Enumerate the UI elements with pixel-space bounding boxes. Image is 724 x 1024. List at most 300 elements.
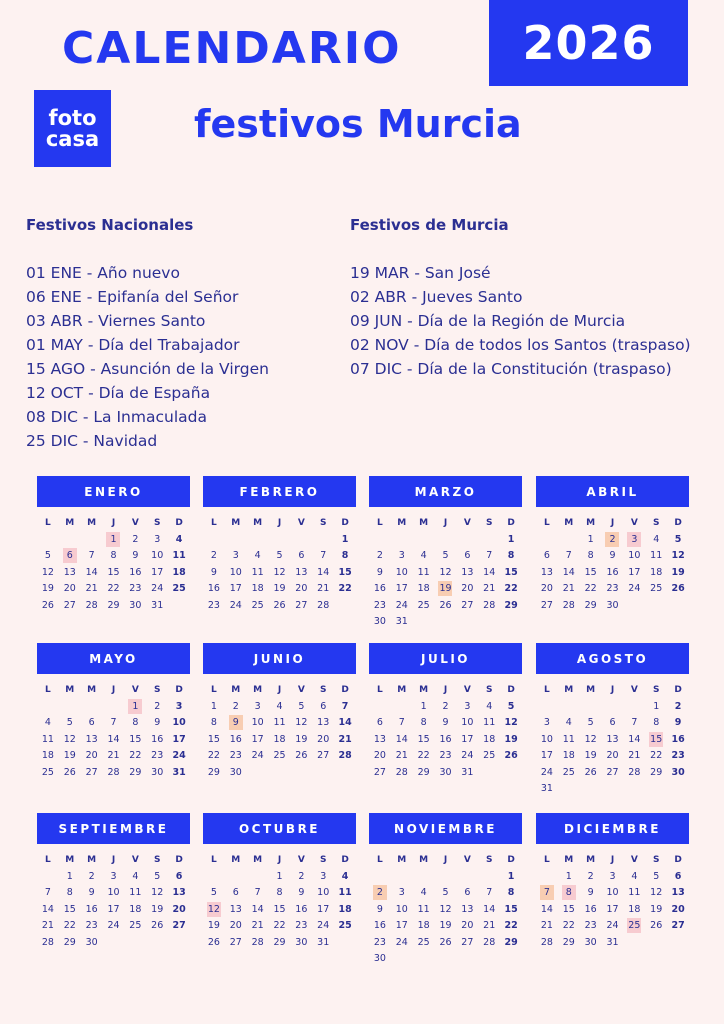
day: 6: [232, 887, 239, 898]
weekday-header: L: [544, 685, 550, 695]
month-days: [536, 682, 689, 798]
day: 4: [254, 550, 261, 561]
weekday-header: V: [131, 855, 139, 865]
empty-day: [558, 532, 580, 549]
day: 17: [461, 733, 474, 745]
day: 20: [85, 750, 98, 761]
weekday-header: M: [586, 685, 596, 695]
month-name: ENERO: [37, 476, 190, 507]
empty-day: [37, 699, 59, 716]
month-days: [37, 852, 190, 951]
day: 8: [210, 717, 217, 728]
weekday-header: J: [111, 685, 116, 695]
day: 24: [461, 750, 474, 761]
month-days: [536, 852, 689, 951]
day: 16: [373, 583, 386, 594]
weekday-header: M: [397, 518, 407, 528]
day: 26: [650, 920, 663, 931]
weekday-header: J: [111, 518, 116, 528]
day: 16: [584, 903, 597, 915]
day: 31: [461, 766, 474, 778]
holiday-item: 01 MAY - Día del Trabajador: [26, 336, 240, 354]
day: 25: [129, 920, 142, 931]
empty-day: [312, 532, 334, 549]
day: 17: [151, 566, 164, 578]
day: 3: [175, 700, 183, 712]
day: 24: [317, 920, 330, 931]
day: 17: [317, 903, 330, 915]
day: 27: [540, 599, 553, 611]
day: 12: [63, 733, 76, 745]
weekday-header: S: [485, 855, 493, 865]
day: 2: [442, 700, 449, 712]
month-febrero: [203, 476, 356, 614]
day: 22: [338, 583, 352, 594]
holiday-day: 1: [103, 532, 125, 549]
weekday-header: V: [630, 855, 638, 865]
day: 21: [562, 583, 575, 594]
day: 17: [606, 903, 619, 915]
logo-line-1: foto: [48, 105, 97, 130]
day: 15: [562, 903, 575, 915]
day: 2: [232, 700, 239, 712]
day: 25: [417, 936, 430, 948]
empty-day: [59, 532, 81, 549]
weekday-header: L: [211, 855, 217, 865]
month-name: MARZO: [369, 476, 522, 507]
weekday-header: S: [319, 685, 327, 695]
day: 20: [671, 903, 685, 915]
day: 25: [483, 750, 496, 761]
day: 29: [107, 599, 120, 611]
day: 27: [373, 766, 386, 778]
day: 1: [565, 870, 572, 882]
day: 2: [154, 700, 161, 712]
day: 22: [63, 920, 76, 931]
holiday-day: 9: [225, 715, 247, 732]
weekday-header: J: [111, 855, 116, 865]
day: 28: [107, 766, 120, 778]
weekday-header: L: [211, 685, 217, 695]
empty-day: [369, 869, 391, 886]
month-name: JUNIO: [203, 643, 356, 674]
month-diciembre: [536, 813, 689, 951]
day: 14: [540, 903, 553, 915]
day: 20: [295, 583, 308, 594]
day: 17: [229, 583, 242, 594]
day: 10: [317, 887, 330, 898]
day: 6: [175, 870, 183, 882]
day: 5: [210, 887, 217, 898]
weekday-header: M: [397, 685, 407, 695]
day: 12: [504, 717, 518, 728]
month-agosto: [536, 643, 689, 798]
day: 26: [41, 599, 54, 611]
weekday-header: M: [87, 855, 97, 865]
weekday-header: M: [397, 855, 407, 865]
day: 8: [132, 717, 139, 728]
day: 19: [207, 920, 220, 931]
day: 30: [373, 953, 386, 964]
day: 29: [273, 936, 286, 948]
day: 21: [338, 733, 352, 745]
day: 27: [461, 599, 474, 611]
day: 15: [338, 566, 352, 578]
day: 21: [483, 583, 496, 594]
day: 15: [207, 733, 220, 745]
empty-day: [536, 699, 558, 716]
day: 27: [63, 599, 76, 611]
holiday-item: 19 MAR - San José: [350, 264, 491, 282]
day: 20: [317, 733, 330, 745]
day: 3: [154, 533, 161, 545]
day: 26: [504, 750, 518, 761]
weekday-header: M: [231, 855, 241, 865]
month-days: [203, 682, 356, 781]
day: 7: [320, 550, 327, 561]
day: 23: [373, 936, 386, 948]
day: 24: [606, 920, 619, 931]
weekday-header: D: [507, 855, 515, 865]
day: 14: [562, 566, 575, 578]
month-marzo: [369, 476, 522, 631]
day: 15: [63, 903, 76, 915]
holiday-item: 02 NOV - Día de todos los Santos (traspaso): [350, 336, 691, 354]
month-days: [369, 682, 522, 781]
day: 8: [66, 887, 73, 898]
day: 9: [298, 887, 305, 898]
regional-holidays-list: [350, 261, 691, 381]
day: 2: [210, 550, 217, 561]
day: 17: [395, 583, 408, 594]
day: 11: [251, 566, 264, 578]
weekday-header: S: [652, 855, 660, 865]
day: 11: [172, 550, 186, 561]
day: 14: [41, 903, 54, 915]
day: 17: [628, 566, 641, 578]
day: 28: [540, 936, 553, 948]
weekday-header: M: [419, 685, 429, 695]
weekday-header: L: [544, 518, 550, 528]
day: 23: [129, 583, 142, 594]
day: 16: [85, 903, 98, 915]
day: 16: [439, 733, 452, 745]
day: 19: [584, 750, 597, 761]
day: 14: [395, 733, 408, 745]
fotocasa-logo: [34, 90, 111, 167]
day: 9: [442, 717, 449, 728]
day: 23: [671, 750, 685, 761]
day: 9: [587, 887, 594, 898]
day: 10: [461, 717, 474, 728]
day: 30: [606, 599, 619, 611]
empty-day: [435, 869, 457, 886]
holiday-item: 02 ABR - Jueves Santo: [350, 288, 523, 306]
empty-day: [290, 532, 312, 549]
day: 22: [207, 750, 220, 761]
day: 5: [674, 533, 682, 545]
day: 24: [229, 599, 242, 611]
day: 25: [417, 599, 430, 611]
day: 15: [273, 903, 286, 915]
weekday-header: M: [231, 518, 241, 528]
weekday-header: S: [153, 685, 161, 695]
weekday-header: V: [630, 685, 638, 695]
day: 29: [584, 599, 597, 611]
weekday-header: M: [65, 855, 75, 865]
day: 1: [653, 700, 660, 712]
day: 18: [129, 903, 142, 915]
empty-day: [203, 869, 225, 886]
day: 26: [671, 583, 685, 594]
month-days: [37, 515, 190, 614]
empty-day: [203, 532, 225, 549]
day: 19: [295, 733, 308, 745]
day: 6: [320, 700, 327, 712]
day: 13: [606, 733, 619, 745]
holiday-item: 15 AGO - Asunción de la Virgen: [26, 360, 269, 378]
day: 14: [317, 566, 330, 578]
day: 22: [504, 920, 518, 931]
day: 21: [483, 920, 496, 931]
day: 30: [85, 936, 98, 948]
day: 10: [107, 887, 120, 898]
day: 29: [504, 936, 518, 948]
empty-day: [369, 532, 391, 549]
day: 6: [376, 717, 383, 728]
month-days: [203, 515, 356, 614]
empty-day: [558, 699, 580, 716]
day: 12: [273, 566, 286, 578]
weekday-header: S: [153, 518, 161, 528]
holiday-day: 12: [207, 903, 220, 915]
day: 1: [341, 533, 349, 545]
day: 27: [172, 920, 186, 931]
month-days: [369, 852, 522, 968]
day: 2: [88, 870, 95, 882]
holiday-day: 3: [623, 532, 645, 549]
day: 1: [507, 533, 515, 545]
empty-day: [391, 699, 413, 716]
day: 29: [207, 766, 220, 778]
day: 4: [341, 870, 349, 882]
day: 25: [172, 583, 186, 594]
weekday-header: M: [564, 855, 574, 865]
weekday-header: J: [443, 855, 448, 865]
day: 28: [562, 599, 575, 611]
month-name: NOVIEMBRE: [369, 813, 522, 844]
day: 16: [129, 566, 142, 578]
day: 5: [44, 550, 51, 561]
day: 7: [486, 887, 493, 898]
day: 21: [628, 750, 641, 761]
day: 3: [232, 550, 239, 561]
day: 1: [420, 700, 427, 712]
day: 5: [442, 887, 449, 898]
day: 11: [417, 903, 430, 915]
day: 26: [439, 599, 452, 611]
day: 14: [483, 566, 496, 578]
day: 9: [376, 903, 383, 915]
day: 25: [251, 599, 264, 611]
weekday-header: V: [297, 855, 305, 865]
day: 1: [66, 870, 73, 882]
day: 23: [85, 920, 98, 931]
empty-day: [225, 869, 247, 886]
empty-day: [81, 699, 103, 716]
day: 5: [653, 870, 660, 882]
day: 24: [251, 750, 264, 761]
weekday-header: J: [443, 518, 448, 528]
day: 19: [63, 750, 76, 761]
weekday-header: S: [485, 518, 493, 528]
day: 29: [417, 766, 430, 778]
day: 30: [229, 766, 242, 778]
day: 22: [562, 920, 575, 931]
weekday-header: D: [175, 855, 183, 865]
day: 13: [461, 903, 474, 915]
day: 7: [88, 550, 95, 561]
empty-day: [225, 532, 247, 549]
day: 26: [273, 599, 286, 611]
day: 30: [671, 766, 685, 778]
day: 8: [507, 550, 515, 561]
day: 9: [674, 717, 682, 728]
day: 30: [373, 616, 386, 627]
day: 23: [295, 920, 308, 931]
day: 28: [338, 750, 352, 761]
day: 14: [107, 733, 120, 745]
day: 24: [151, 583, 164, 594]
day: 25: [273, 750, 286, 761]
day: 18: [628, 903, 641, 915]
day: 16: [373, 920, 386, 931]
holiday-item: 03 ABR - Viernes Santo: [26, 312, 206, 330]
day: 2: [674, 700, 682, 712]
day: 16: [606, 566, 619, 578]
empty-day: [602, 699, 624, 716]
page-subtitle: festivos Murcia: [194, 102, 522, 146]
day: 11: [628, 887, 641, 898]
month-mayo: [37, 643, 190, 781]
day: 28: [317, 599, 330, 611]
day: 17: [251, 733, 264, 745]
weekday-header: V: [297, 685, 305, 695]
day: 3: [609, 870, 616, 882]
day: 10: [395, 903, 408, 915]
day: 30: [584, 936, 597, 948]
weekday-header: M: [586, 855, 596, 865]
holiday-day: 8: [558, 885, 580, 902]
day: 20: [461, 583, 474, 594]
weekday-header: J: [610, 518, 615, 528]
day: 29: [562, 936, 575, 948]
day: 21: [395, 750, 408, 761]
weekday-header: V: [463, 855, 471, 865]
day: 6: [298, 550, 305, 561]
day: 15: [417, 733, 430, 745]
day: 19: [439, 920, 452, 931]
day: 23: [439, 750, 452, 761]
empty-day: [413, 532, 435, 549]
day: 18: [41, 750, 54, 761]
day: 17: [395, 920, 408, 931]
day: 27: [606, 766, 619, 778]
day: 15: [584, 566, 597, 578]
day: 5: [276, 550, 283, 561]
day: 1: [210, 700, 217, 712]
regional-holidays-title: Festivos de Murcia: [350, 216, 509, 234]
month-name: OCTUBRE: [203, 813, 356, 844]
empty-day: [81, 532, 103, 549]
day: 19: [650, 903, 663, 915]
day: 7: [341, 700, 349, 712]
empty-day: [369, 699, 391, 716]
day: 21: [85, 583, 98, 594]
day: 13: [172, 887, 186, 898]
day: 21: [317, 583, 330, 594]
empty-day: [247, 869, 269, 886]
empty-day: [536, 532, 558, 549]
empty-day: [435, 532, 457, 549]
weekday-header: V: [131, 518, 139, 528]
weekday-header: V: [463, 685, 471, 695]
day: 31: [172, 766, 186, 778]
weekday-header: J: [277, 685, 282, 695]
day: 31: [540, 783, 553, 794]
day: 23: [151, 750, 164, 761]
day: 17: [540, 750, 553, 761]
day: 25: [650, 583, 663, 594]
day: 4: [486, 700, 493, 712]
day: 9: [154, 717, 161, 728]
weekday-header: L: [377, 518, 383, 528]
weekday-header: L: [211, 518, 217, 528]
day: 7: [565, 550, 572, 561]
weekday-header: L: [377, 685, 383, 695]
month-enero: [37, 476, 190, 614]
weekday-header: D: [674, 518, 682, 528]
holiday-day: 15: [650, 733, 663, 745]
day: 20: [373, 750, 386, 761]
day: 20: [606, 750, 619, 761]
day: 25: [41, 766, 54, 778]
day: 28: [483, 936, 496, 948]
day: 14: [338, 717, 352, 728]
day: 31: [317, 936, 330, 948]
day: 6: [609, 717, 616, 728]
day: 20: [540, 583, 553, 594]
weekday-header: V: [131, 685, 139, 695]
weekday-header: D: [341, 855, 349, 865]
day: 8: [110, 550, 117, 561]
day: 4: [631, 870, 638, 882]
day: 23: [207, 599, 220, 611]
day: 22: [504, 583, 518, 594]
day: 12: [584, 733, 597, 745]
day: 28: [251, 936, 264, 948]
holiday-day: 25: [628, 920, 641, 931]
day: 5: [66, 717, 73, 728]
day: 18: [172, 566, 186, 578]
day: 14: [85, 566, 98, 578]
weekday-header: J: [610, 855, 615, 865]
holiday-item: 06 ENE - Epifanía del Señor: [26, 288, 239, 306]
day: 28: [41, 936, 54, 948]
holiday-day: 1: [124, 699, 146, 716]
day: 11: [650, 550, 663, 561]
weekday-header: M: [65, 518, 75, 528]
